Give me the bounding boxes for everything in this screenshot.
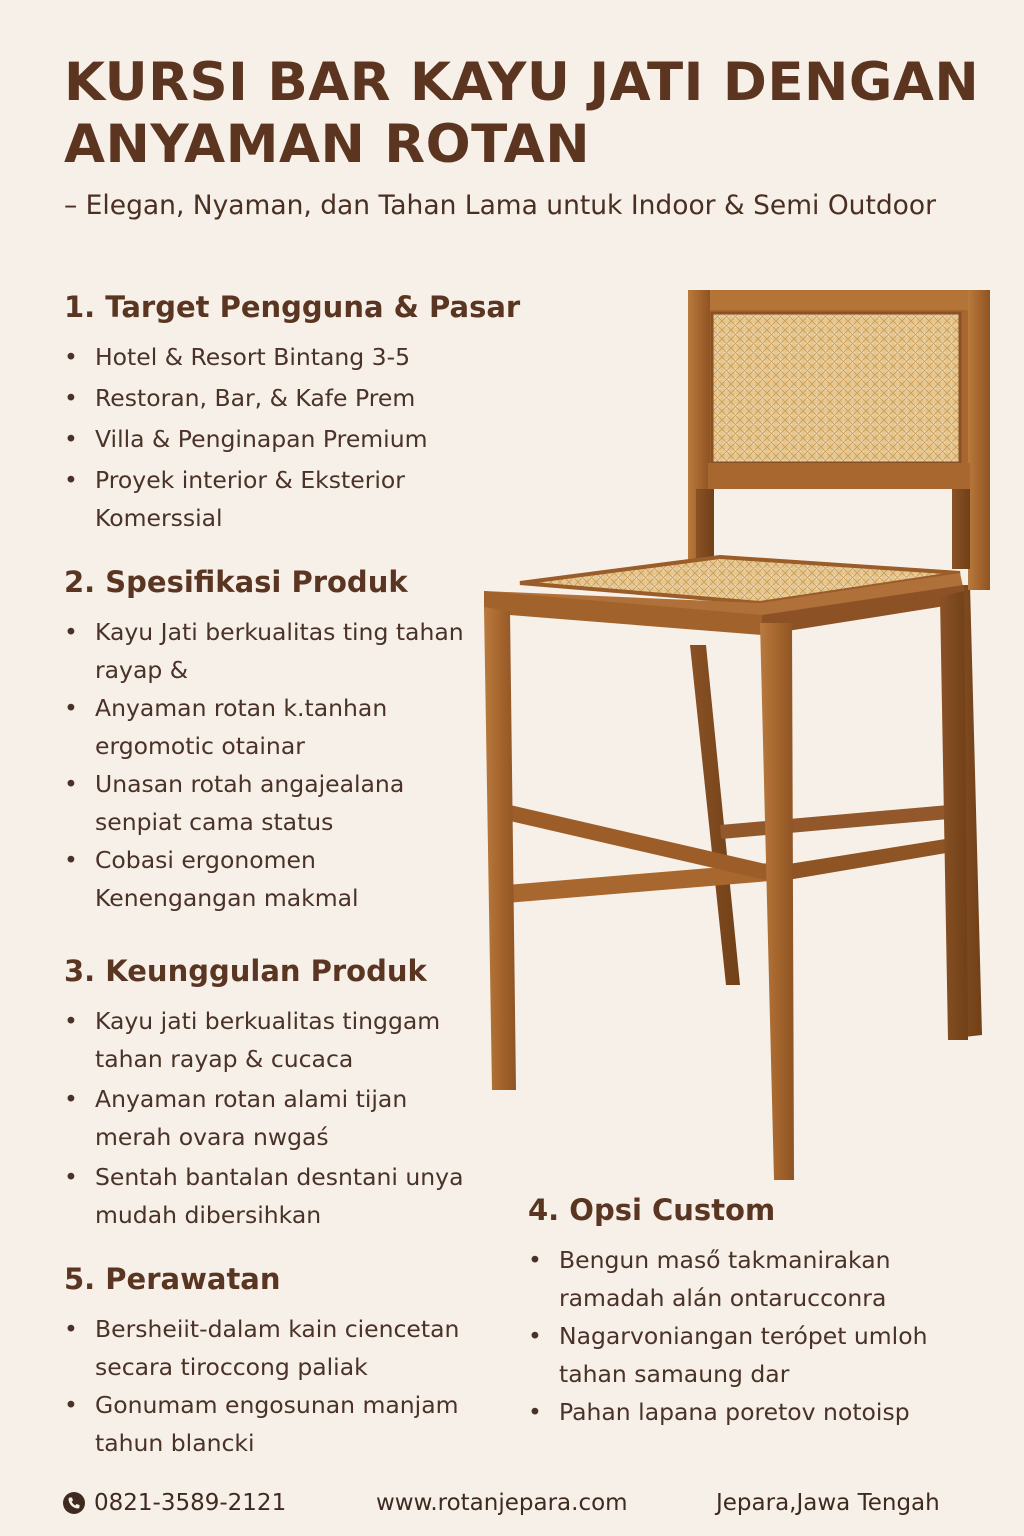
list-item: • Proyek interior & Eksterior Komerssial (64, 461, 464, 537)
list-item: • Unasan rotah angajealana senpiat cama status (64, 765, 464, 841)
section-keunggulan (64, 954, 464, 1236)
section-heading: 4. Opsi Custom (528, 1193, 776, 1227)
section-heading: 3. Keunggulan Produk (64, 954, 427, 988)
list-item: • Bengun maső takmanirakan ramadah alán ontarucconra (528, 1241, 968, 1317)
list-item: • Restoran, Bar, & Kafe Prem (64, 379, 464, 417)
footer-location: Jepara,Jawa Tengah (716, 1490, 940, 1516)
list-item: • Bersheiit-dalam kain ciencetan secara tiroccong paliak (64, 1310, 484, 1386)
list-item: • Nagarvoniangan terópet umloh tahan samaung dar (528, 1317, 968, 1393)
section-custom (528, 1193, 968, 1431)
bullet-list (528, 1241, 968, 1431)
bullet-list (64, 1002, 464, 1234)
section-heading: 2. Spesifikasi Produk (64, 565, 408, 599)
section-spesifikasi (64, 565, 464, 917)
bar-stool-image (470, 285, 1010, 1185)
bullet-list (64, 338, 464, 537)
bullet-list (64, 613, 464, 917)
list-item: • Anyaman rotan alami tijan merah ovara nwgaś (64, 1080, 464, 1156)
section-target (64, 290, 521, 540)
list-item: • Kayu jati berkualitas tinggam tahan rayap & cucaca (64, 1002, 464, 1078)
section-perawatan (64, 1262, 484, 1462)
list-item: • Sentah bantalan desntani unya mudah dibersihkan (64, 1158, 464, 1234)
list-item: • Kayu Jati berkualitas ting tahan rayap & (64, 613, 464, 689)
list-item: • Cobasi ergonomen Kenengangan makmal (64, 841, 464, 917)
page-title: KURSI BAR KAYU JATI DENGAN ANYAMAN ROTAN (64, 52, 980, 175)
section-heading: 1. Target Pengguna & Pasar (64, 290, 521, 324)
section-heading: 5. Perawatan (64, 1262, 281, 1296)
bullet-list (64, 1310, 484, 1462)
list-item: • Pahan lapana poretov notoisp (528, 1393, 968, 1431)
list-item: • Hotel & Resort Bintang 3-5 (64, 338, 464, 376)
list-item: • Villa & Penginapan Premium (64, 420, 464, 458)
footer-phone[interactable] (62, 1490, 286, 1516)
phone-number: 0821-3589-2121 (94, 1490, 287, 1516)
footer-website-link[interactable]: www.rotanjepara.com (376, 1490, 628, 1516)
phone-icon (62, 1491, 86, 1515)
list-item: • Gonumam engosunan manjam tahun blancki (64, 1386, 484, 1462)
list-item: • Anyaman rotan k.tanhan ergomotic otainar (64, 689, 464, 765)
page-subtitle: – Elegan, Nyaman, dan Tahan Lama untuk Indoor & Semi Outdoor (64, 190, 937, 221)
